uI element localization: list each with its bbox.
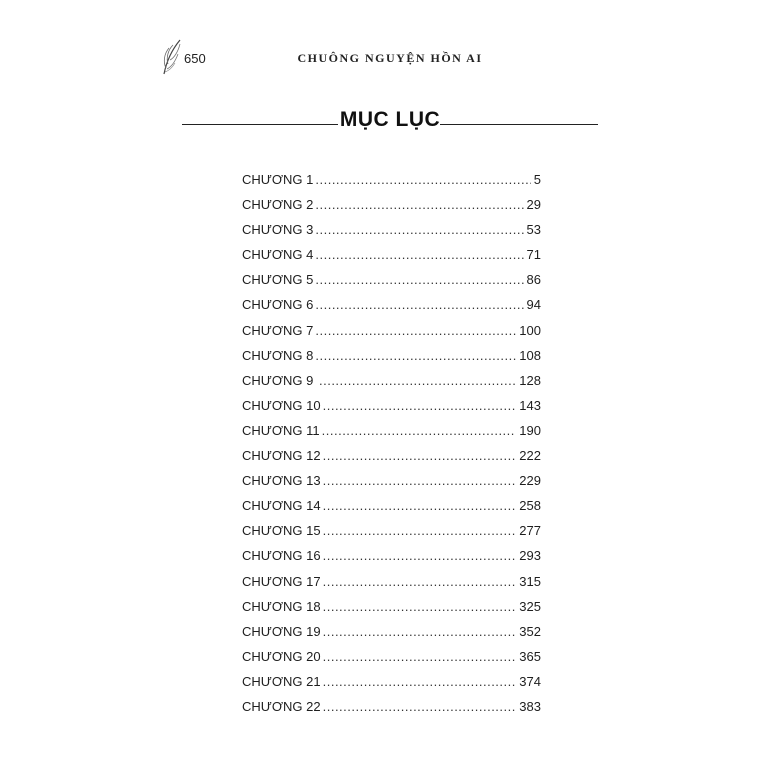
toc-entry-label: CHƯƠNG 6 [242,297,314,313]
table-of-contents [242,172,541,724]
dot-leader [315,348,516,363]
dot-leader [315,197,523,212]
toc-entry-page: 325 [519,598,541,614]
toc-entry-label: CHƯƠNG 21 [242,673,321,689]
toc-entry-label: CHƯƠNG 14 [242,498,321,514]
toc-entry[interactable] [242,398,541,423]
toc-entry-label: CHƯƠNG 1 [242,172,314,187]
toc-entry-page: 315 [519,573,541,589]
dot-leader [323,448,517,463]
toc-entry[interactable] [242,222,541,247]
toc-entry-label: CHƯƠNG 15 [242,523,321,539]
running-title: CHUÔNG NGUYỆN HỒN AI [297,51,483,65]
dot-leader [319,373,516,388]
toc-entry-label: CHƯƠNG 22 [242,698,321,714]
toc-entry[interactable] [242,172,541,197]
toc-entry[interactable] [242,699,541,724]
toc-entry-label: CHƯƠNG 3 [242,222,314,238]
toc-entry-page: 5 [533,172,541,187]
toc-entry-label: CHƯƠNG 19 [242,623,321,639]
toc-entry-label: CHƯƠNG 2 [242,197,314,213]
dot-leader [315,172,530,187]
toc-title: MỤC LỤC [339,108,441,131]
dot-leader [315,247,523,262]
toc-entry-label: CHƯƠNG 5 [242,272,314,288]
dot-leader [323,699,517,714]
dot-leader [315,222,523,237]
toc-entry-label: CHƯƠNG 4 [242,247,314,263]
toc-entry-page: 94 [526,297,541,313]
toc-entry[interactable] [242,197,541,222]
toc-entry-page: 86 [526,272,541,288]
toc-entry-page: 277 [519,523,541,539]
toc-entry[interactable] [242,272,541,297]
dot-leader [323,599,517,614]
toc-entry-page: 293 [519,548,541,564]
toc-entry-page: 374 [519,673,541,689]
toc-entry[interactable] [242,473,541,498]
toc-entry-label: CHƯƠNG 11 [242,422,320,438]
page-number: 650 [184,51,206,66]
toc-entry[interactable] [242,247,541,272]
toc-entry[interactable] [242,323,541,348]
dot-leader [323,574,517,589]
toc-entry-page: 143 [519,397,541,413]
toc-entry-page: 128 [519,372,541,388]
toc-entry[interactable] [242,649,541,674]
toc-entry[interactable] [242,348,541,373]
toc-entry-page: 29 [526,197,541,213]
toc-entry-page: 71 [526,247,541,263]
toc-heading [182,108,598,138]
toc-entry-label: CHƯƠNG 10 [242,397,321,413]
toc-entry-page: 190 [519,422,541,438]
toc-entry-page: 258 [519,498,541,514]
dot-leader [315,272,523,287]
toc-entry[interactable] [242,548,541,573]
toc-entry[interactable] [242,423,541,448]
toc-entry-label: CHƯƠNG 7 [242,322,314,338]
toc-entry[interactable] [242,498,541,523]
page-header [160,38,620,78]
dot-leader [323,473,517,488]
heading-rule-right [440,124,598,125]
toc-entry-label: CHƯƠNG 13 [242,473,321,489]
toc-entry[interactable] [242,297,541,322]
dot-leader [323,674,517,689]
toc-entry-label: CHƯƠNG 17 [242,573,321,589]
dot-leader [323,548,517,563]
toc-entry[interactable] [242,574,541,599]
dot-leader [315,323,516,338]
toc-entry-page: 53 [526,222,541,238]
toc-entry-page: 352 [519,623,541,639]
toc-entry-page: 383 [519,698,541,714]
toc-entry-label: CHƯƠNG 12 [242,448,321,464]
dot-leader [315,297,523,312]
toc-entry[interactable] [242,674,541,699]
toc-entry[interactable] [242,373,541,398]
toc-entry-label: CHƯƠNG 18 [242,598,321,614]
dot-leader [323,624,517,639]
dot-leader [323,649,517,664]
toc-entry-label: CHƯƠNG 9 [242,372,317,388]
toc-entry[interactable] [242,599,541,624]
toc-entry-page: 365 [519,648,541,664]
toc-entry-label: CHƯƠNG 16 [242,548,321,564]
toc-entry-label: CHƯƠNG 20 [242,648,321,664]
toc-entry-page: 100 [519,322,541,338]
dot-leader [322,423,517,438]
toc-entry-label: CHƯƠNG 8 [242,347,314,363]
toc-entry[interactable] [242,624,541,649]
toc-entry-page: 222 [519,448,541,464]
toc-entry-page: 229 [519,473,541,489]
toc-entry[interactable] [242,523,541,548]
dot-leader [323,523,517,538]
toc-entry[interactable] [242,448,541,473]
dot-leader [323,398,517,413]
toc-entry-page: 108 [519,347,541,363]
dot-leader [323,498,517,513]
